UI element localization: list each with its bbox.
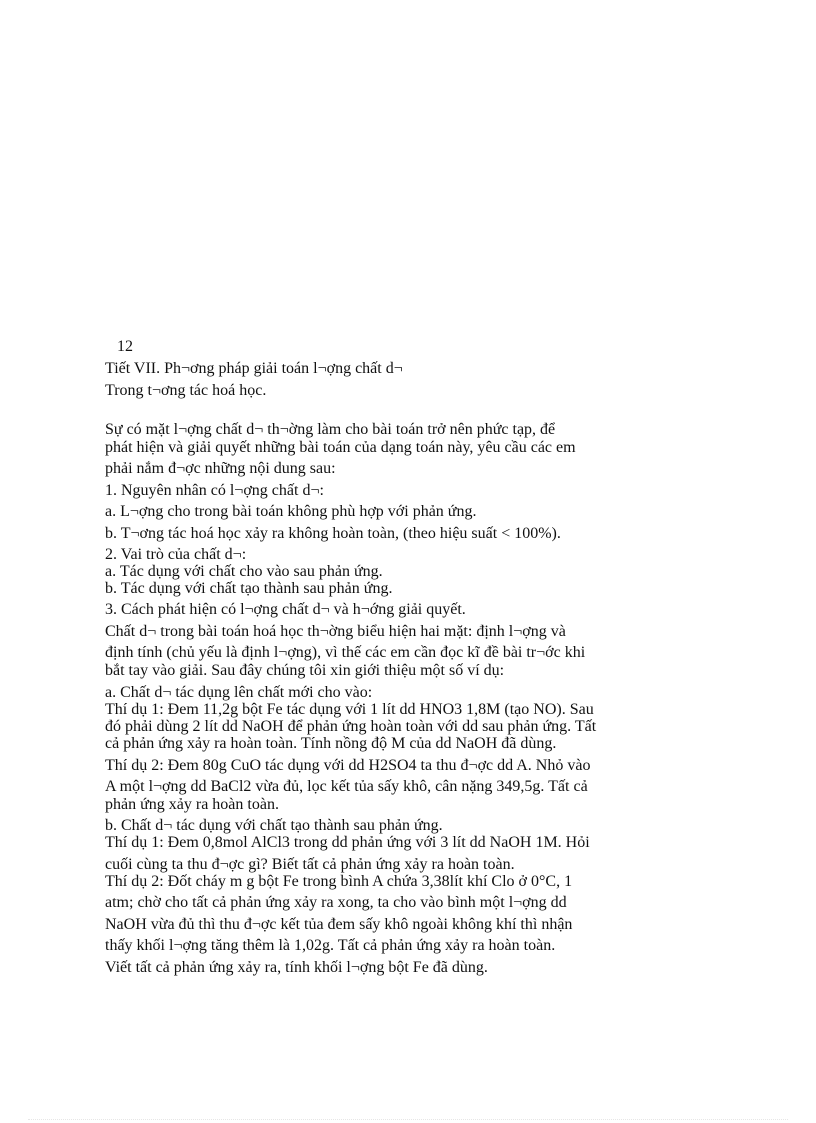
example-line: Viết tất cả phản ứng xảy ra, tính khối l¬ợng bột Fe đã dùng. (105, 959, 488, 976)
example-line: Thí dụ 2: Đem 80g CuO tác dụng với dd H2SO4 ta thu đ¬ợc dd A. Nhỏ vào (105, 757, 591, 774)
example-line: cuối cùng ta thu đ¬ợc gì? Biết tất cả phản ứng xảy ra hoàn toàn. (105, 856, 515, 873)
section-heading: 3. Cách phát hiện có l¬ợng chất d¬ và h¬ớng giải quyết. (105, 601, 466, 618)
heading-line-1: Tiết VII. Ph¬ơng pháp giải toán l¬ợng chất d¬ (105, 360, 403, 377)
paragraph-line: phát hiện và giải quyết những bài toán của dạng toán này, yêu cầu các em (105, 439, 576, 456)
subsection-heading: b. Chất d¬ tác dụng với chất tạo thành sau phản ứng. (105, 817, 443, 834)
list-item: a. Tác dụng với chất cho vào sau phản ứng. (105, 563, 383, 580)
paragraph-line: định tính (chủ yếu là định l¬ợng), vì thế các em cần đọc kĩ đề bài tr¬ớc khi (105, 644, 586, 661)
paragraph-line: Chất d¬ trong bài toán hoá học th¬ờng biểu hiện hai mặt: định l¬ợng và (105, 623, 566, 640)
heading-line-2: Trong t¬ơng tác hoá học. (105, 382, 267, 399)
example-line: cả phản ứng xảy ra hoàn toàn. Tính nồng độ M của dd NaOH đã dùng. (105, 735, 557, 752)
list-item: b. T¬ơng tác hoá học xảy ra không hoàn toàn, (theo hiệu suất < 100%). (105, 525, 561, 542)
example-line: NaOH vừa đủ thì thu đ¬ợc kết tủa đem sấy khô ngoài không khí thì nhận (105, 916, 573, 933)
section-heading: 1. Nguyên nhân có l¬ợng chất d¬: (105, 482, 324, 499)
example-line: Thí dụ 1: Đem 0,8mol AlCl3 trong dd phản ứng với 3 lít dd NaOH 1M. Hỏi (105, 834, 590, 851)
example-line: đó phải dùng 2 lít dd NaOH để phản ứng hoàn toàn với dd sau phản ứng. Tất (105, 718, 597, 735)
paragraph-line: phải nắm đ¬ợc những nội dung sau: (105, 460, 336, 477)
example-line: thấy khối l¬ợng tăng thêm là 1,02g. Tất cả phản ứng xảy ra hoàn toàn. (105, 937, 556, 954)
subsection-heading: a. Chất d¬ tác dụng lên chất mới cho vào: (105, 684, 373, 701)
example-line: Thí dụ 2: Đốt cháy m g bột Fe trong bình A chứa 3,38lít khí Clo ở 0°C, 1 (105, 873, 573, 890)
example-line: Thí dụ 1: Đem 11,2g bột Fe tác dụng với 1 lít dd HNO3 1,8M (tạo NO). Sau (105, 701, 594, 718)
example-line: atm; chờ cho tất cả phản ứng xảy ra xong, ta cho vào bình một l¬ợng dd (105, 894, 567, 911)
example-line: A một l¬ợng dd BaCl2 vừa đủ, lọc kết tủa sấy khô, cân nặng 349,5g. Tất cả (105, 778, 588, 795)
section-heading: 2. Vai trò của chất d¬: (105, 546, 247, 563)
list-item: b. Tác dụng với chất tạo thành sau phản ứng. (105, 580, 393, 597)
list-item: a. L¬ợng cho trong bài toán không phù hợp với phản ứng. (105, 503, 477, 520)
paragraph-line: Sự có mặt l¬ợng chất d¬ th¬ờng làm cho bài toán trở nên phức tạp, để (105, 421, 556, 438)
page-number: 12 (117, 338, 133, 355)
page-bottom-divider (28, 1119, 788, 1120)
example-line: phản ứng xảy ra hoàn toàn. (105, 796, 279, 813)
paragraph-line: bắt tay vào giải. Sau đây chúng tôi xin giới thiệu một số ví dụ: (105, 662, 505, 679)
